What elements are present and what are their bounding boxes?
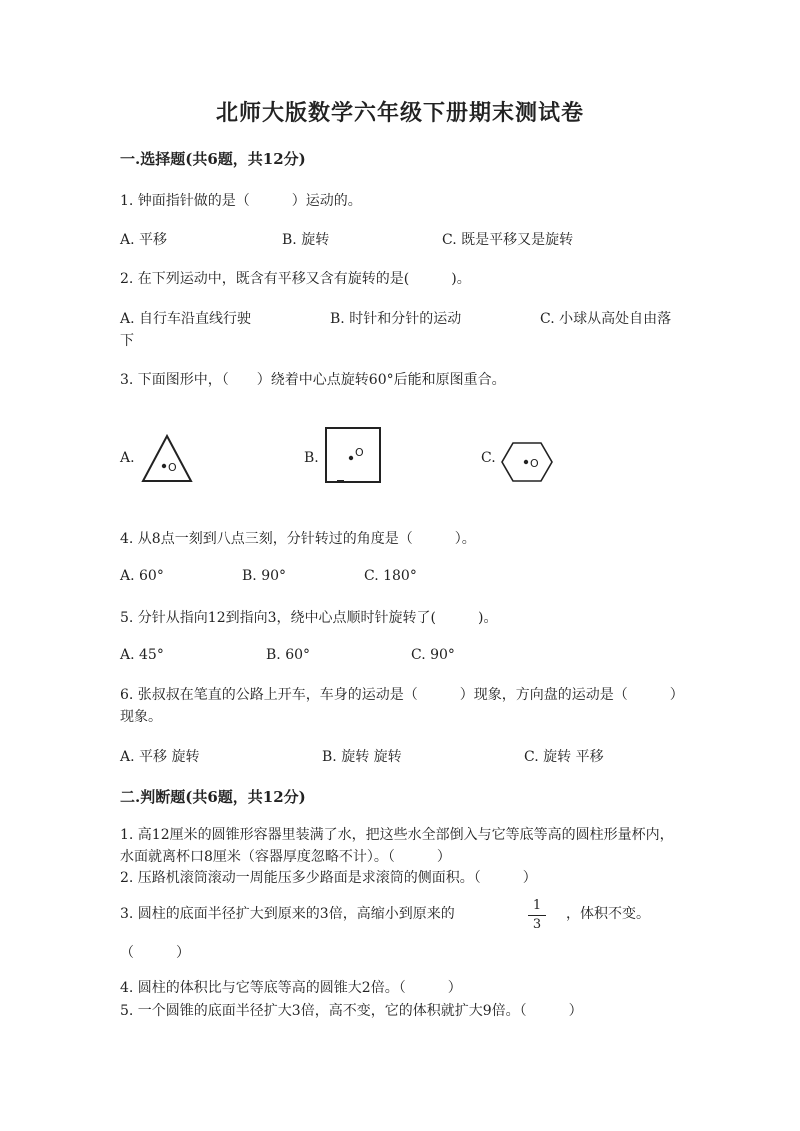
question-5: 5. 分针从指向12到指向3，绕中心点顺时针旋转了( )。 bbox=[120, 610, 498, 626]
q2-option-b: B. 时针和分针的运动 bbox=[330, 311, 462, 327]
fraction-denominator: 3 bbox=[532, 917, 542, 932]
q3-option-a: A. bbox=[120, 450, 135, 466]
section-heading-judge: 二.判断题(共6题，共12分) bbox=[120, 788, 306, 806]
q6-option-b: B. 旋转 旋转 bbox=[322, 749, 402, 765]
triangle-figure bbox=[140, 432, 194, 484]
hexagon-figure bbox=[500, 440, 554, 484]
q2-option-a: A. 自行车沿直线行驶 bbox=[120, 311, 252, 327]
hexagon-center-label: O bbox=[530, 457, 539, 470]
judge-3-text: 3. 圆柱的底面半径扩大到原来的3倍，高缩小到原来的 bbox=[120, 906, 455, 922]
square-center-label: O bbox=[355, 446, 364, 459]
question-3: 3. 下面图形中，（ ）绕着中心点旋转60°后能和原图重合。 bbox=[120, 372, 506, 388]
judge-3-answer: （ ） bbox=[120, 945, 190, 961]
question-2: 2. 在下列运动中，既含有平移又含有旋转的是( )。 bbox=[120, 271, 471, 287]
q6-option-a: A. 平移 旋转 bbox=[120, 749, 200, 765]
q1-option-c: C. 既是平移又是旋转 bbox=[442, 232, 574, 248]
q3-option-c: C. bbox=[481, 450, 496, 466]
q6-option-c: C. 旋转 平移 bbox=[524, 749, 604, 765]
q5-option-b: B. 60° bbox=[266, 647, 311, 663]
judge-5: 5. 一个圆锥的底面半径扩大3倍，高不变，它的体积就扩大9倍。（ ） bbox=[120, 1003, 583, 1019]
q5-option-c: C. 90° bbox=[411, 647, 455, 663]
section-heading-choice: 一.选择题(共6题，共12分) bbox=[120, 150, 306, 168]
square-figure bbox=[322, 424, 384, 486]
question-6: 6. 张叔叔在笔直的公路上开车，车身的运动是（ ）现象，方向盘的运动是（ ）现象。 bbox=[120, 687, 677, 725]
question-1: 1. 钟面指针做的是（ ）运动的。 bbox=[120, 193, 362, 209]
judge-1: 1. 高12厘米的圆锥形容器里装满了水，把这些水全部倒入与它等底等高的圆柱形量杯内，水面就离杯口8厘米（容器厚度忽略不计）。（ ） bbox=[120, 827, 674, 865]
page-title: 北师大版数学六年级下册期末测试卷 bbox=[215, 100, 584, 126]
fraction-one-third bbox=[528, 898, 546, 933]
judge-2: 2. 压路机滚筒滚动一周能压多少路面是求滚筒的侧面积。（ ） bbox=[120, 870, 537, 886]
judge-3-text-end: ，体积不变。 bbox=[566, 906, 650, 922]
judge-4: 4. 圆柱的体积比与它等底等高的圆锥大2倍。（ ） bbox=[120, 980, 462, 996]
question-4: 4. 从8点一刻到八点三刻，分针转过的角度是（ ）。 bbox=[120, 531, 476, 547]
q4-option-a: A. 60° bbox=[120, 568, 164, 584]
fraction-numerator: 1 bbox=[532, 898, 542, 913]
q4-option-c: C. 180° bbox=[364, 568, 417, 584]
q1-option-a: A. 平移 bbox=[120, 232, 168, 248]
q2-option-c: C. 小球从高处自由落下 bbox=[120, 311, 672, 349]
q5-option-a: A. 45° bbox=[120, 647, 164, 663]
q4-option-b: B. 90° bbox=[242, 568, 287, 584]
q1-option-b: B. 旋转 bbox=[282, 232, 330, 248]
q3-option-b: B. bbox=[304, 450, 319, 466]
triangle-center-label: O bbox=[168, 461, 177, 474]
